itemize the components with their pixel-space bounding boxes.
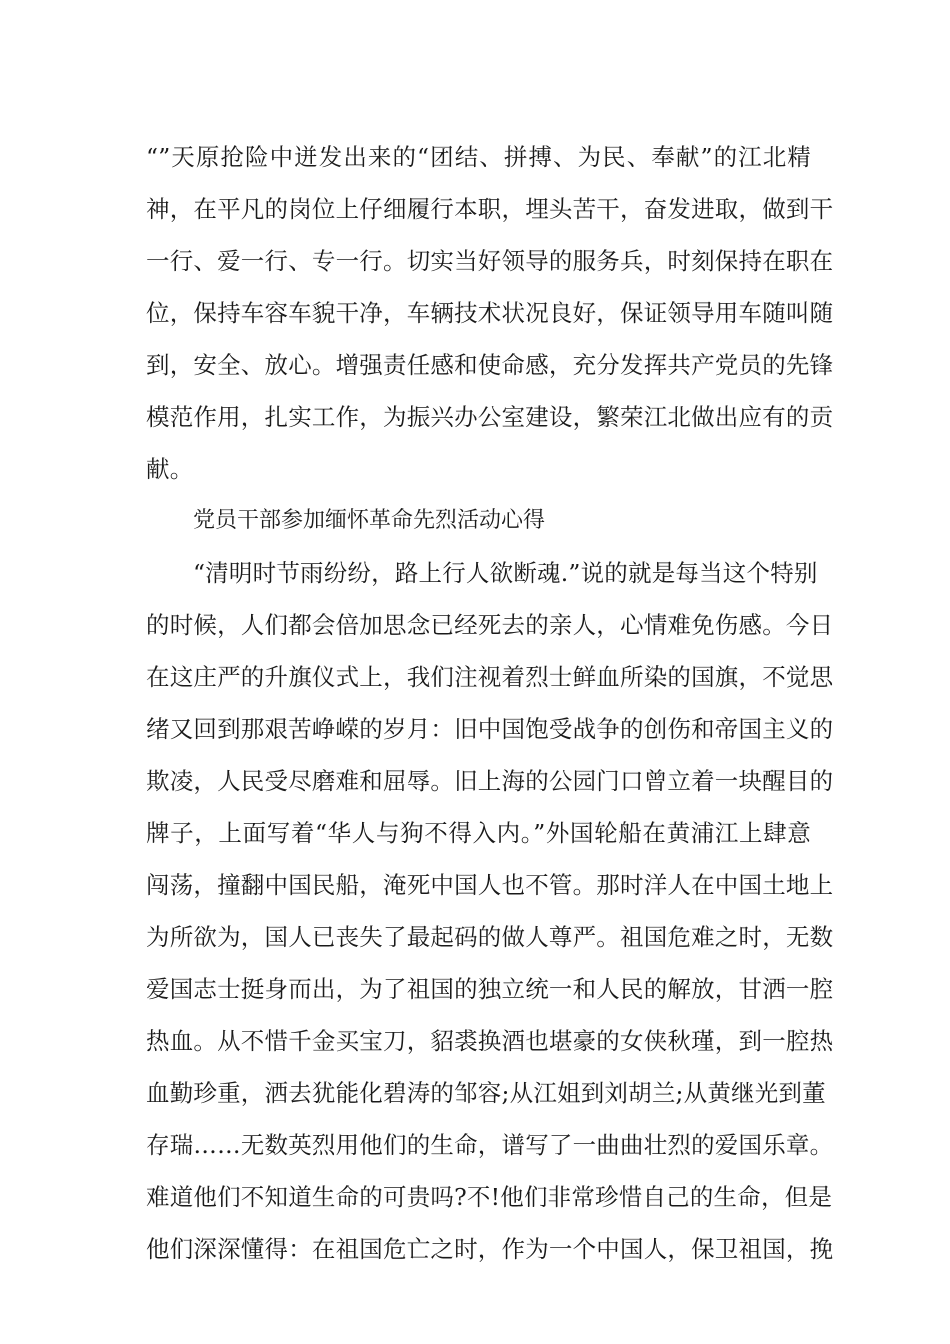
text-line: 血勤珍重，洒去犹能化碧涛的邹容;从江姐到刘胡兰;从黄继光到董	[146, 1079, 826, 1107]
text-line: 到，安全、放心。增强责任感和使命感，充分发挥共产党员的先锋	[146, 351, 834, 379]
text-line: 一行、爱一行、专一行。切实当好领导的服务兵，时刻保持在职在	[146, 247, 834, 275]
text-line: 神，在平凡的岗位上仔细履行本职，埋头苦干，奋发进取，做到干	[146, 195, 834, 223]
text-line: 闯荡，撞翻中国民船，淹死中国人也不管。那时洋人在中国土地上	[146, 871, 834, 899]
text-line: 在这庄严的升旗仪式上，我们注视着烈士鲜血所染的国旗，不觉思	[146, 663, 834, 691]
text-line: 位，保持车容车貌干净，车辆技术状况良好，保证领导用车随叫随	[146, 299, 834, 327]
text-line: 爱国志士挺身而出，为了祖国的独立统一和人民的解放，甘洒一腔	[146, 975, 834, 1003]
text-line: “清明时节雨纷纷，路上行人欲断魂.”说的就是每当这个特别	[193, 559, 818, 587]
text-line: 的时候，人们都会倍加思念已经死去的亲人，心情难免伤感。今日	[146, 611, 834, 639]
text-line: 献。	[146, 455, 194, 483]
document-body	[146, 131, 834, 1275]
section-heading: 党员干部参加缅怀革命先烈活动心得	[193, 508, 546, 533]
text-line: 牌子，上面写着“华人与狗不得入内。”外国轮船在黄浦江上肆意	[146, 819, 811, 847]
paragraph-main	[146, 547, 834, 1275]
text-line: “”天原抢险中迸发出来的“团结、拼搏、为民、奉献”的江北精	[146, 143, 811, 171]
text-line: 模范作用，扎实工作，为振兴办公室建设，繁荣江北做出应有的贡	[146, 403, 834, 431]
text-line: 为所欲为，国人已丧失了最起码的做人尊严。祖国危难之时，无数	[146, 923, 834, 951]
paragraph-continuation	[146, 131, 834, 495]
text-line: 他们深深懂得：在祖国危亡之时，作为一个中国人，保卫祖国，挽	[146, 1235, 834, 1263]
text-line: 存瑞……无数英烈用他们的生命，谱写了一曲曲壮烈的爱国乐章。	[146, 1131, 834, 1159]
text-line: 难道他们不知道生命的可贵吗?不!他们非常珍惜自己的生命，但是	[146, 1183, 833, 1211]
text-line: 欺凌，人民受尽磨难和屈辱。旧上海的公园门口曾立着一块醒目的	[146, 767, 834, 795]
text-line: 热血。从不惜千金买宝刀，貂裘换酒也堪豪的女侠秋瑾，到一腔热	[146, 1027, 834, 1055]
text-line: 绪又回到那艰苦峥嵘的岁月：旧中国饱受战争的创伤和帝国主义的	[146, 715, 834, 743]
